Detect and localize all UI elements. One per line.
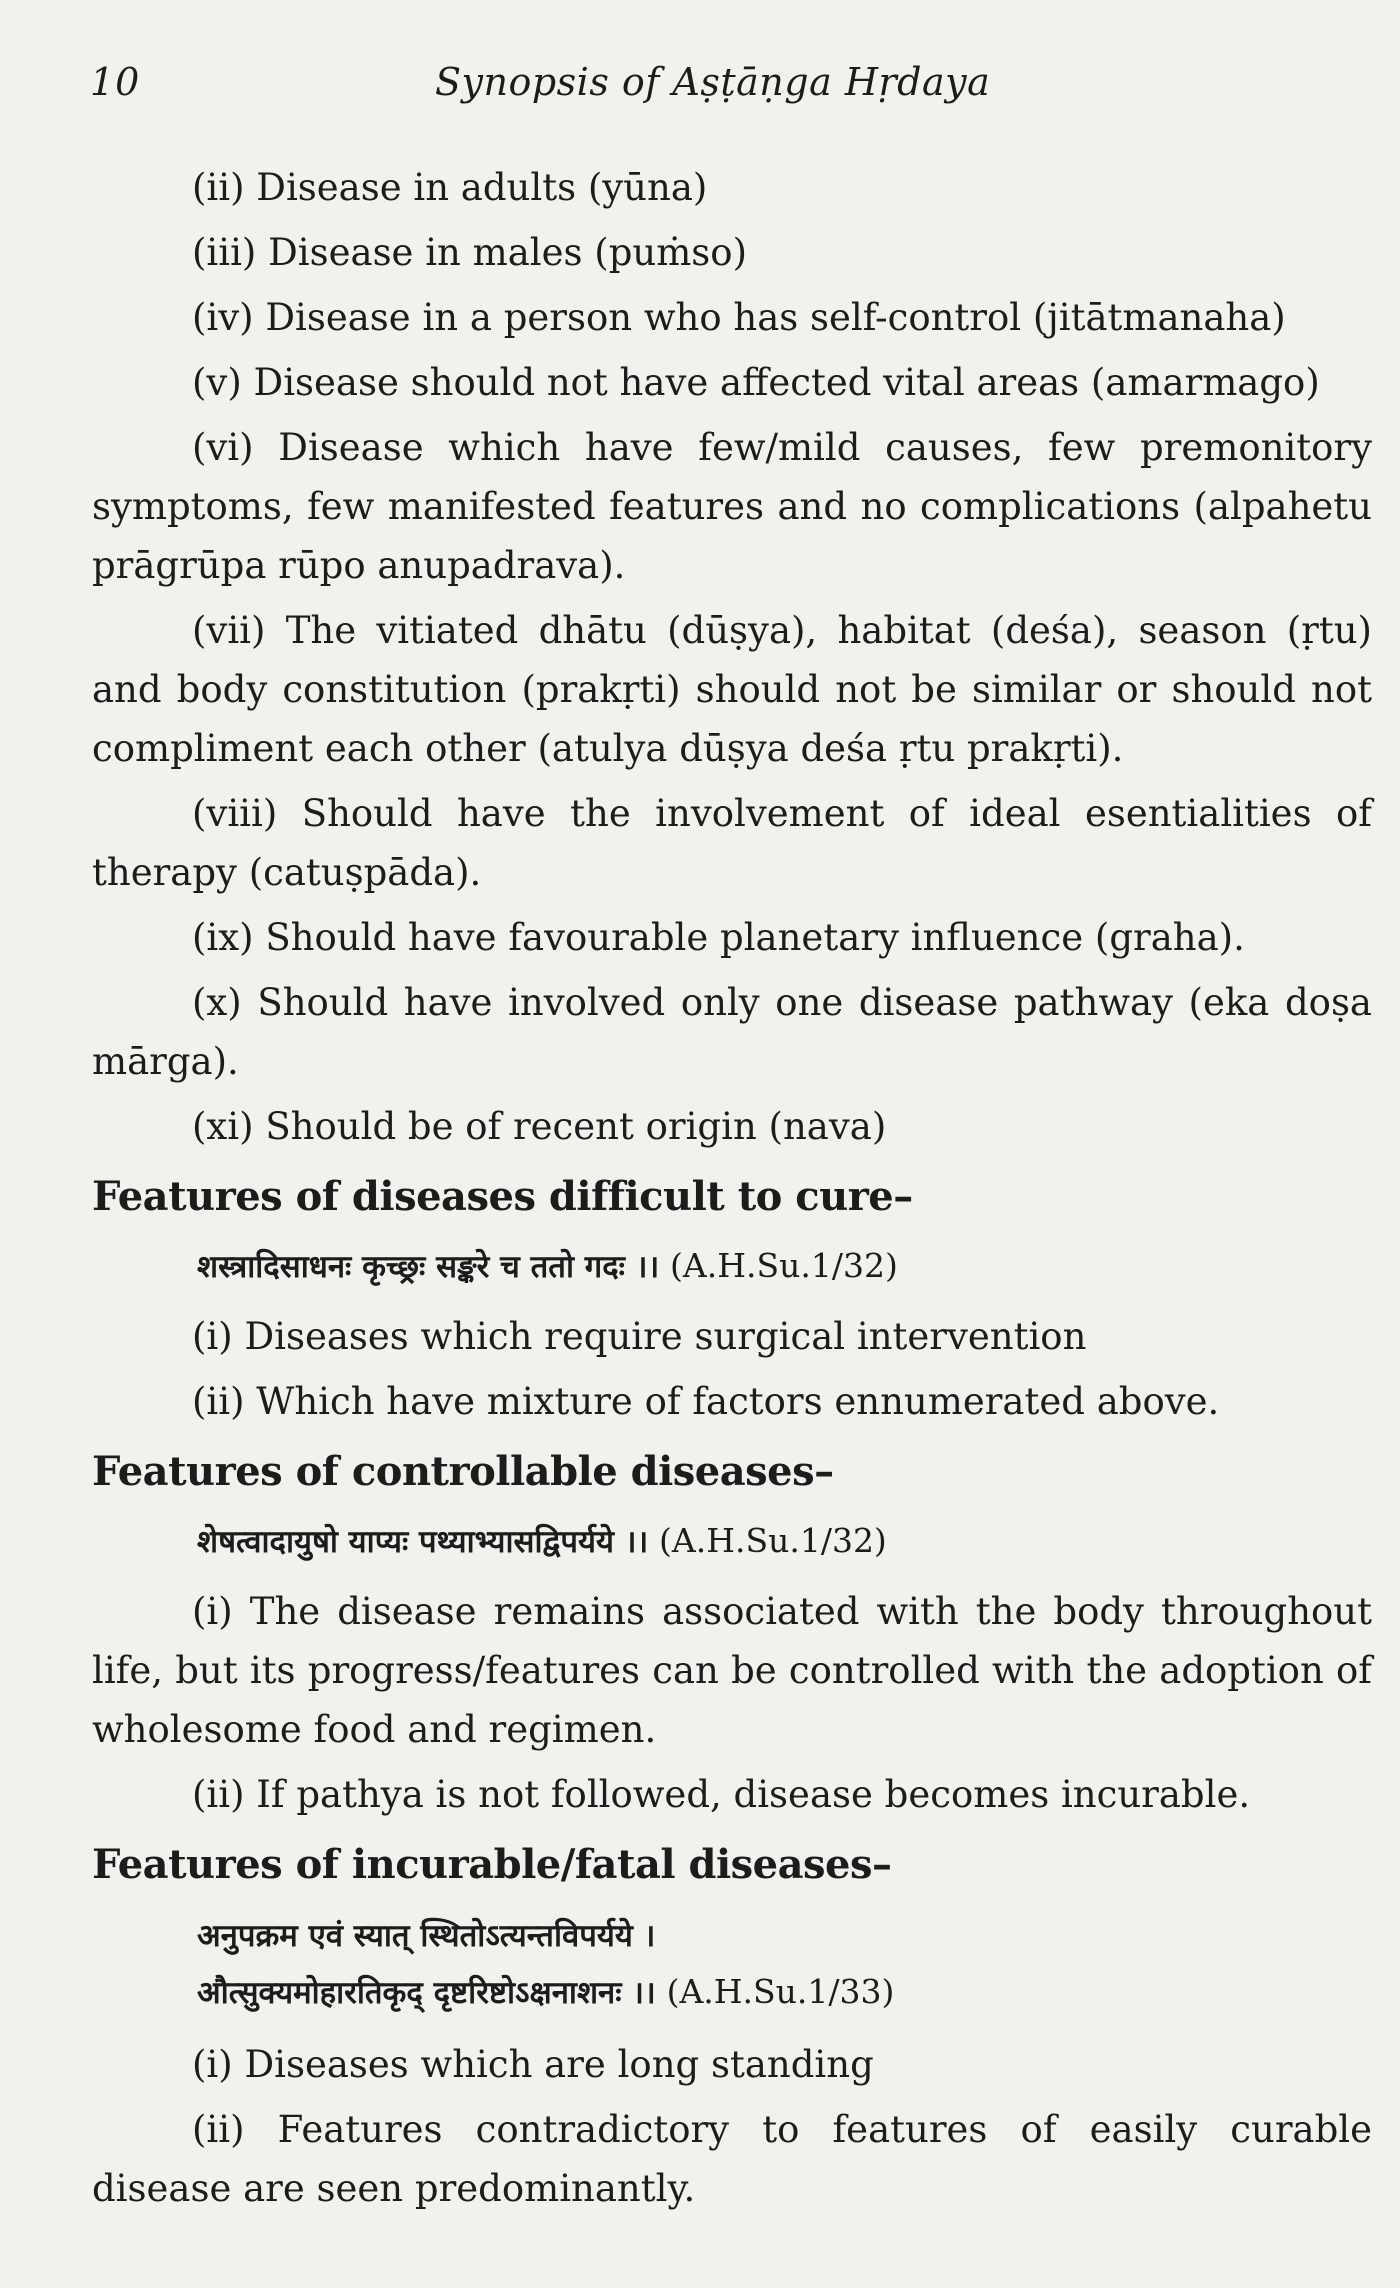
page-header [90,60,1330,120]
list-item: (vii) The vitiated dhātu (dūṣya), habitat (deśa), season (ṛtu) and body constitution (prakṛti) should not be similar or should not compliment each other (atulya dūṣya deśa ṛtu prakṛti). [92,609,1372,770]
list-item: (ii) Which have mixture of factors ennumerated above. [192,1380,1220,1423]
list-item: (i) The disease remains associated with the body throughout life, but its progress/features can be controlled with the adoption of wholesome food and regimen. [92,1590,1372,1751]
sanskrit-verse [197,1240,1372,1293]
sanskrit-verse-line [197,1964,1372,2021]
sanskrit-verse [197,1515,1372,1568]
list-item: (xi) Should be of recent origin (nava) [192,1105,887,1148]
page-number: 10 [90,60,141,104]
list-item: (iv) Disease in a person who has self-control (jitātmanaha) [192,296,1286,339]
section-heading: Features of incurable/fatal diseases– [92,1841,892,1888]
easily-curable-list [92,158,1372,1156]
verse-text: शस्त्रादिसाधनः कृच्छ्रः सङ्करे च ततो गदः ।। [197,1249,660,1285]
incurable-section [92,1836,1372,2218]
list-item: (viii) Should have the involvement of ideal esentialities of therapy (catuṣpāda). [92,792,1372,894]
list-item: (ii) Features contradictory to features of easily curable disease are seen predominantly. [92,2108,1372,2210]
list-item: (i) Diseases which require surgical intervention [192,1315,1087,1358]
list-item: (ii) Disease in adults (yūna) [192,166,708,209]
list-item: (vi) Disease which have few/mild causes, few premonitory symptoms, few manifested features and no complications (alpahetu prāgrūpa rūpo anupadrava). [92,426,1372,587]
verse-reference: (A.H.Su.1/32) [659,1521,887,1560]
list-item: (x) Should have involved only one disease pathway (eka doṣa mārga). [92,981,1372,1083]
list-item: (v) Disease should not have affected vital areas (amarmago) [192,361,1320,404]
list-item: (ii) If pathya is not followed, disease becomes incurable. [192,1773,1251,1816]
sanskrit-verse-line: अनुपक्रम एवं स्यात् स्थितोऽत्यन्तविपर्यये । [197,1918,656,1954]
section-heading: Features of diseases difficult to cure– [92,1173,913,1220]
list-item: (iii) Disease in males (puṁso) [192,231,747,274]
list-item: (i) Diseases which are long standing [192,2043,874,2086]
controllable-section [92,1443,1372,1824]
list-item: (ix) Should have favourable planetary influence (graha). [192,916,1245,959]
difficult-section [92,1168,1372,1431]
verse-reference: (A.H.Su.1/33) [666,1972,895,2011]
page-content [92,158,1372,2224]
verse-text: शेषत्वादायुषो याप्यः पथ्याभ्यासद्विपर्यये ।। [197,1524,649,1560]
verse-reference: (A.H.Su.1/32) [670,1246,898,1285]
verse-text: औत्सुक्यमोहारतिकृद् दृष्टरिष्टोऽक्षनाशनः ।। [197,1975,656,2011]
running-title: Synopsis of Aṣṭāṇga Hṛdaya [435,60,991,104]
section-heading: Features of controllable diseases– [92,1448,834,1495]
